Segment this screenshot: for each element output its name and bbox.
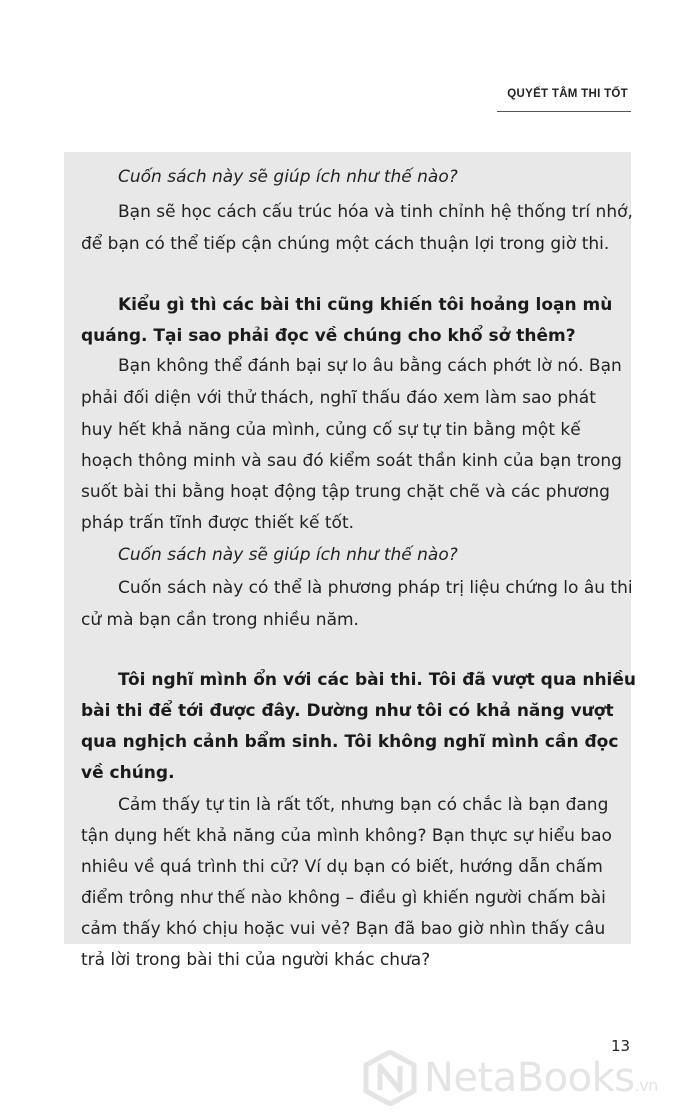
section-3-heading-line: về chúng. [81,763,175,783]
section-3-body-line: tận dụng hết khả năng của mình không? Bạn thực sự hiểu bao [81,826,612,846]
section-2-body-line: pháp trấn tĩnh được thiết kế tốt. [81,513,355,533]
netabooks-logo-icon [362,1050,418,1106]
section-2-body-line: huy hết khả năng của mình, củng cố sự tự tin bằng một kế [81,420,581,440]
section-2-body-line: Cuốn sách này có thể là phương pháp trị liệu chứng lo âu thi [118,578,633,598]
watermark [362,1046,692,1110]
section-2-body-line: cử mà bạn cần trong nhiều năm. [81,610,359,630]
section-2-body-line: suốt bài thi bằng hoạt động tập trung chặt chẽ và các phương [81,482,610,502]
section-1-body-line: Bạn sẽ học cách cấu trúc hóa và tinh chỉnh hệ thống trí nhớ, [118,202,633,222]
section-3-heading-line: Tôi nghĩ mình ổn với các bài thi. Tôi đã vượt qua nhiều [118,670,637,690]
section-2-body-line: hoạch thông minh và sau đó kiểm soát thần kinh của bạn trong [81,451,622,471]
watermark-suffix: .vn [634,1076,658,1095]
section-2-body-line: Bạn không thể đánh bại sự lo âu bằng cách phớt lờ nó. Bạn [118,356,622,376]
section-2-body-line: phải đối diện với thử thách, nghĩ thấu đáo xem làm sao phát [81,388,596,408]
watermark-text [424,1055,658,1101]
section-1-question-italic: Cuốn sách này sẽ giúp ích như thế nào? [118,167,458,187]
page-number: 13 [611,1037,631,1055]
running-header-title: QUYẾT TÂM THI TỐT [507,88,628,100]
section-3-heading-line: bài thi để tới được đây. Dường như tôi có khả năng vượt [81,701,614,721]
section-2-heading-line: Kiểu gì thì các bài thi cũng khiến tôi hoảng loạn mù [118,295,613,315]
section-1-body-line: để bạn có thể tiếp cận chúng một cách thuận lợi trong giờ thi. [81,234,610,254]
section-2-heading-line: quáng. Tại sao phải đọc về chúng cho khổ sở thêm? [81,326,576,346]
section-3-heading-line: qua nghịch cảnh bẩm sinh. Tôi không nghĩ mình cần đọc [81,732,619,752]
section-3-body-line: Cảm thấy tự tin là rất tốt, nhưng bạn có chắc là bạn đang [118,795,609,815]
section-3-body-line: trả lời trong bài thi của người khác chưa? [81,950,431,970]
section-3-body-line: nhiêu về quá trình thi cử? Ví dụ bạn có biết, hướng dẫn chấm [81,857,603,877]
section-3-body-line: điểm trông như thế nào không – điều gì khiến người chấm bài [81,888,606,908]
section-3-body-line: cảm thấy khó chịu hoặc vui vẻ? Bạn đã bao giờ nhìn thấy câu [81,919,606,939]
watermark-brand: NetaBooks [424,1055,635,1101]
header-rule [497,111,631,112]
section-2-question-italic: Cuốn sách này sẽ giúp ích như thế nào? [118,545,458,565]
